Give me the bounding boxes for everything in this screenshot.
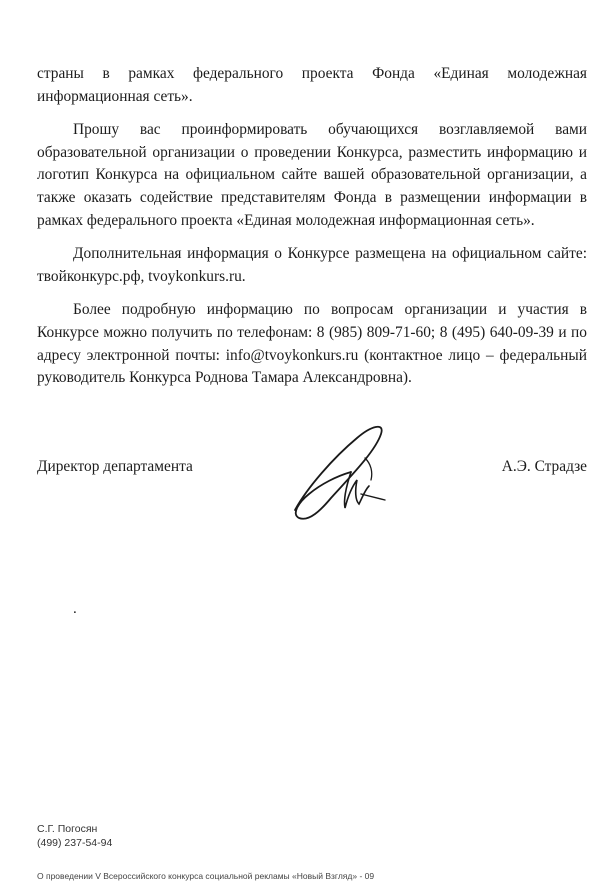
signer-name: А.Э. Страдзе [501,458,587,475]
letter-body [37,63,587,401]
paragraph-contacts: Более подробную информацию по вопросам организации и участия в Конкурсе можно получить по телефонам: 8 (985) 809-71-60; 8 (495) 640-09-39 и по адресу электронной почты: info@tvoykonkurs.ru (контактное лицо – федеральный руководитель Конкурса Роднова Тамара Александровна). [37,301,587,387]
paragraph-request: Прошу вас проинформировать обучающихся возглавляемой вами образовательной организации о проведении Конкурса, разместить информацию и логотип Конкурса на официальном сайте вашей образовательной организации, а также оказать содействие представителям Фонда в размещении информации в рамках федерального проекта «Единая молодежная информационная сеть». [37,121,587,229]
executor-info [37,822,112,850]
paragraph-website: Дополнительная информация о Конкурсе размещена на официальном сайте: твойконкурс.рф, tvoykonkurs.ru. [37,245,587,285]
stray-mark: . [73,601,77,617]
paragraph-continuation: страны в рамках федерального проекта Фонда «Единая молодежная информационная сеть». [37,65,587,105]
executor-phone: (499) 237-54-94 [37,837,113,849]
footer-note: О проведении V Всероссийского конкурса социальной рекламы «Новый Взгляд» - 09 [37,871,375,881]
handwritten-signature [285,418,395,530]
signer-position: Директор департамента [37,458,193,475]
executor-name: С.Г. Погосян [37,823,98,835]
